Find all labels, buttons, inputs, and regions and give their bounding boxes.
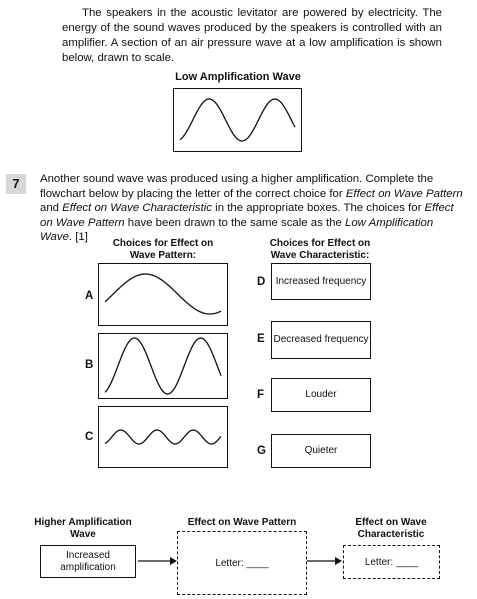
choice-c-box[interactable] bbox=[98, 406, 228, 468]
choice-a-box[interactable] bbox=[98, 263, 228, 326]
low-wave-box bbox=[173, 88, 302, 152]
choice-c-wave bbox=[99, 407, 227, 467]
flow-increased-amplification-box: Increased amplification bbox=[40, 545, 136, 578]
choice-letter-e: E bbox=[257, 333, 265, 345]
pattern-choices-heading: Choices for Effect on Wave Pattern: bbox=[112, 238, 214, 261]
low-wave-title: Low Amplification Wave bbox=[175, 71, 301, 83]
question-text: Another sound wave was produced using a higher amplification. Complete the flowchart below by placing the letter of the correct choice for Effect on Wave Pattern and Effect on Wave Characteristic in the appropriate boxes. The choices for Effect on Wave Pattern have been drawn to the same scale as the Low Amplification Wave. [1] bbox=[40, 173, 463, 244]
low-wave-graphic bbox=[174, 89, 301, 151]
choice-a-wave bbox=[99, 264, 227, 325]
pattern-answer-label: Letter: ____ bbox=[215, 557, 269, 569]
choice-letter-c: C bbox=[85, 431, 94, 443]
flow-arrow-2 bbox=[307, 554, 343, 568]
choice-letter-a: A bbox=[85, 290, 94, 302]
choice-letter-f: F bbox=[257, 389, 265, 401]
question-number: 7 bbox=[6, 174, 26, 194]
flow-arrow-1 bbox=[138, 554, 178, 568]
choice-letter-b: B bbox=[85, 359, 94, 371]
choice-f-box[interactable]: Louder bbox=[271, 378, 371, 412]
choice-e-box[interactable]: Decreased frequency bbox=[271, 321, 371, 359]
characteristic-choices-heading: Choices for Effect on Wave Characteristic: bbox=[269, 238, 371, 261]
flow-higher-amp-heading: Higher Amplification Wave bbox=[34, 517, 132, 540]
pattern-answer-box[interactable] bbox=[177, 531, 307, 595]
intro-paragraph: The speakers in the acoustic levitator are powered by electricity. The energy of the sound waves produced by the speakers is controlled with an amplifier. A section of an air pressure wave at a low amplification is shown below, drawn to scale. bbox=[62, 7, 442, 64]
characteristic-answer-box[interactable] bbox=[343, 545, 440, 579]
flow-characteristic-heading: Effect on Wave Characteristic bbox=[355, 517, 427, 540]
characteristic-answer-label: Letter: ____ bbox=[364, 556, 419, 568]
choice-letter-g: G bbox=[257, 445, 266, 457]
choice-d-box[interactable]: Increased frequency bbox=[271, 263, 371, 300]
flow-pattern-heading: Effect on Wave Pattern bbox=[187, 517, 297, 528]
choice-g-box[interactable]: Quieter bbox=[271, 434, 371, 468]
choice-b-wave bbox=[99, 334, 227, 398]
choice-letter-d: D bbox=[257, 276, 266, 288]
choice-b-box[interactable] bbox=[98, 333, 228, 399]
